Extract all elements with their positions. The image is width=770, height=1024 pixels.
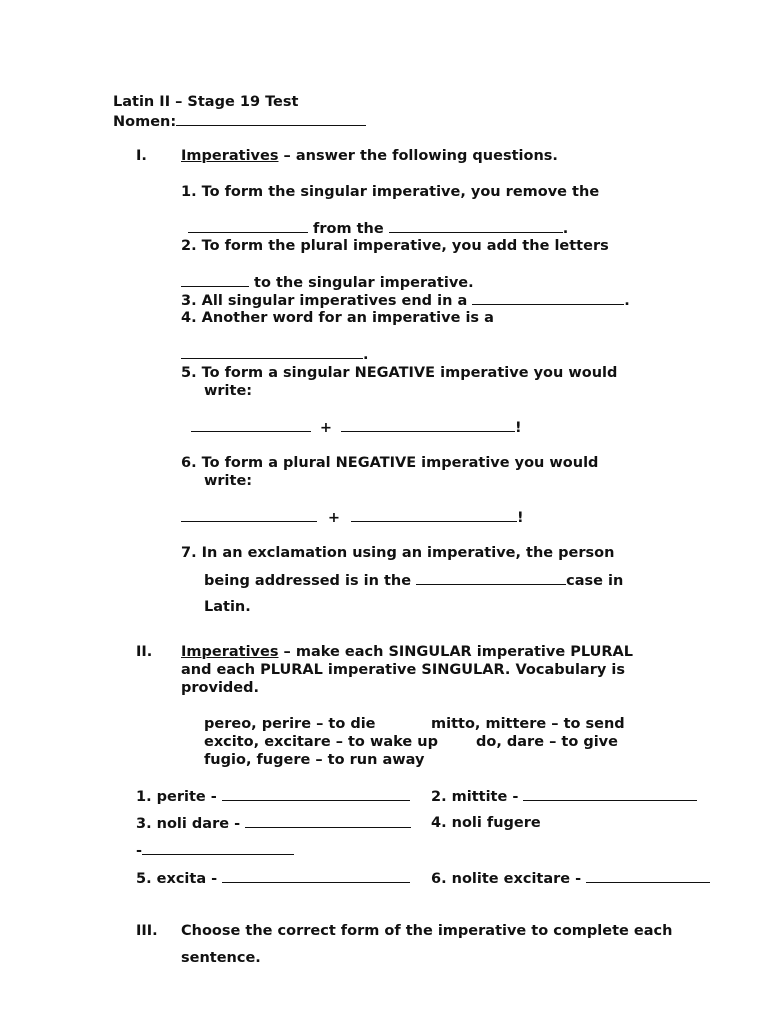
q6-exclaim: ! xyxy=(517,510,524,526)
section-2-instruction-2: and each PLURAL imperative SINGULAR. Vocabulary is xyxy=(181,662,625,678)
section-2-heading: Imperatives xyxy=(181,644,279,660)
exercise-item xyxy=(136,869,410,888)
item-2-blank[interactable] xyxy=(523,787,697,801)
q4-blank[interactable] xyxy=(181,345,363,359)
item-5-blank[interactable] xyxy=(222,869,410,883)
vocab-item: pereo, perire – to die xyxy=(204,716,376,732)
section-2-instruction-3: provided. xyxy=(181,680,260,696)
name-blank[interactable] xyxy=(176,112,366,126)
item-1-blank[interactable] xyxy=(222,787,410,801)
test-title: Latin II – Stage 19 Test xyxy=(113,94,299,110)
exercise-item xyxy=(431,869,710,888)
question-5: 5. To form a singular NEGATIVE imperative you would xyxy=(181,365,618,381)
question-5-answer-line xyxy=(191,418,522,437)
section-3-instruction-1: Choose the correct form of the imperative to complete each xyxy=(181,923,673,939)
exercise-item xyxy=(136,787,410,806)
q3-text: 3. All singular imperatives end in a xyxy=(181,293,473,309)
q1-blank-2[interactable] xyxy=(389,219,563,233)
q5-blank-2[interactable] xyxy=(341,418,515,432)
section-2-instruction-1: – make each SINGULAR imperative PLURAL xyxy=(278,644,633,660)
question-7: 7. In an exclamation using an imperative, the person xyxy=(181,545,615,561)
item-6-blank[interactable] xyxy=(586,869,710,883)
section-1-instruction: – answer the following questions. xyxy=(278,148,558,164)
item-6-label: 6. nolite excitare - xyxy=(431,871,587,887)
q7-cont-b: case in xyxy=(566,573,624,589)
question-6: 6. To form a plural NEGATIVE imperative you would xyxy=(181,455,599,471)
q1-from-text: from the xyxy=(308,221,389,237)
q7-cont-a: being addressed is in the xyxy=(204,573,417,589)
question-6-cont: write: xyxy=(204,473,253,489)
vocab-item: fugio, fugere – to run away xyxy=(204,752,425,768)
section-3-instruction-2: sentence. xyxy=(181,950,261,966)
item-4-answer-line xyxy=(136,841,294,860)
q6-plus: + xyxy=(327,510,341,526)
exercise-item xyxy=(431,787,697,806)
q2-blank[interactable] xyxy=(181,273,249,287)
item-1-label: 1. perite - xyxy=(136,789,222,805)
vocab-item: excito, excitare – to wake up xyxy=(204,734,438,750)
item-5-label: 5. excita - xyxy=(136,871,223,887)
exercise-item: 4. noli fugere xyxy=(431,815,541,831)
section-3-numeral: III. xyxy=(136,923,158,939)
q5-blank-1[interactable] xyxy=(191,418,311,432)
question-7-cont xyxy=(204,571,623,590)
name-label: Nomen: xyxy=(113,114,177,130)
q2-cont-text: to the singular imperative. xyxy=(249,275,474,291)
q5-plus: + xyxy=(319,420,333,436)
section-1-heading: Imperatives xyxy=(181,148,279,164)
q6-blank-1[interactable] xyxy=(181,508,317,522)
section-2-heading-line xyxy=(181,643,633,661)
item-4-blank[interactable] xyxy=(142,841,294,855)
question-4-answer-line xyxy=(181,345,369,364)
question-6-answer-line xyxy=(181,508,524,527)
question-2-answer-line xyxy=(181,273,474,292)
q1-period: . xyxy=(562,221,569,237)
item-4-dash: - xyxy=(136,843,143,859)
item-2-label: 2. mittite - xyxy=(431,789,524,805)
section-1-numeral: I. xyxy=(136,148,147,164)
question-1: 1. To form the singular imperative, you remove the xyxy=(181,184,600,200)
question-5-cont: write: xyxy=(204,383,253,399)
q6-blank-2[interactable] xyxy=(351,508,517,522)
question-4: 4. Another word for an imperative is a xyxy=(181,310,494,326)
q3-period: . xyxy=(624,293,630,309)
section-1-heading-line xyxy=(181,147,558,165)
q5-exclaim: ! xyxy=(515,420,522,436)
q7-blank[interactable] xyxy=(416,571,566,585)
question-1-answer-line xyxy=(188,219,568,238)
item-3-blank[interactable] xyxy=(245,814,411,828)
q3-blank[interactable] xyxy=(472,291,624,305)
question-7-end: Latin. xyxy=(204,599,251,615)
vocab-item: mitto, mittere – to send xyxy=(431,716,625,732)
item-3-label: 3. noli dare - xyxy=(136,816,246,832)
question-3 xyxy=(181,291,630,310)
q4-period: . xyxy=(363,347,369,363)
section-2-numeral: II. xyxy=(136,644,153,660)
exercise-item xyxy=(136,814,411,833)
vocab-item: do, dare – to give xyxy=(476,734,618,750)
name-line xyxy=(113,112,366,131)
q1-blank-1[interactable] xyxy=(188,219,308,233)
question-2: 2. To form the plural imperative, you add the letters xyxy=(181,238,609,254)
